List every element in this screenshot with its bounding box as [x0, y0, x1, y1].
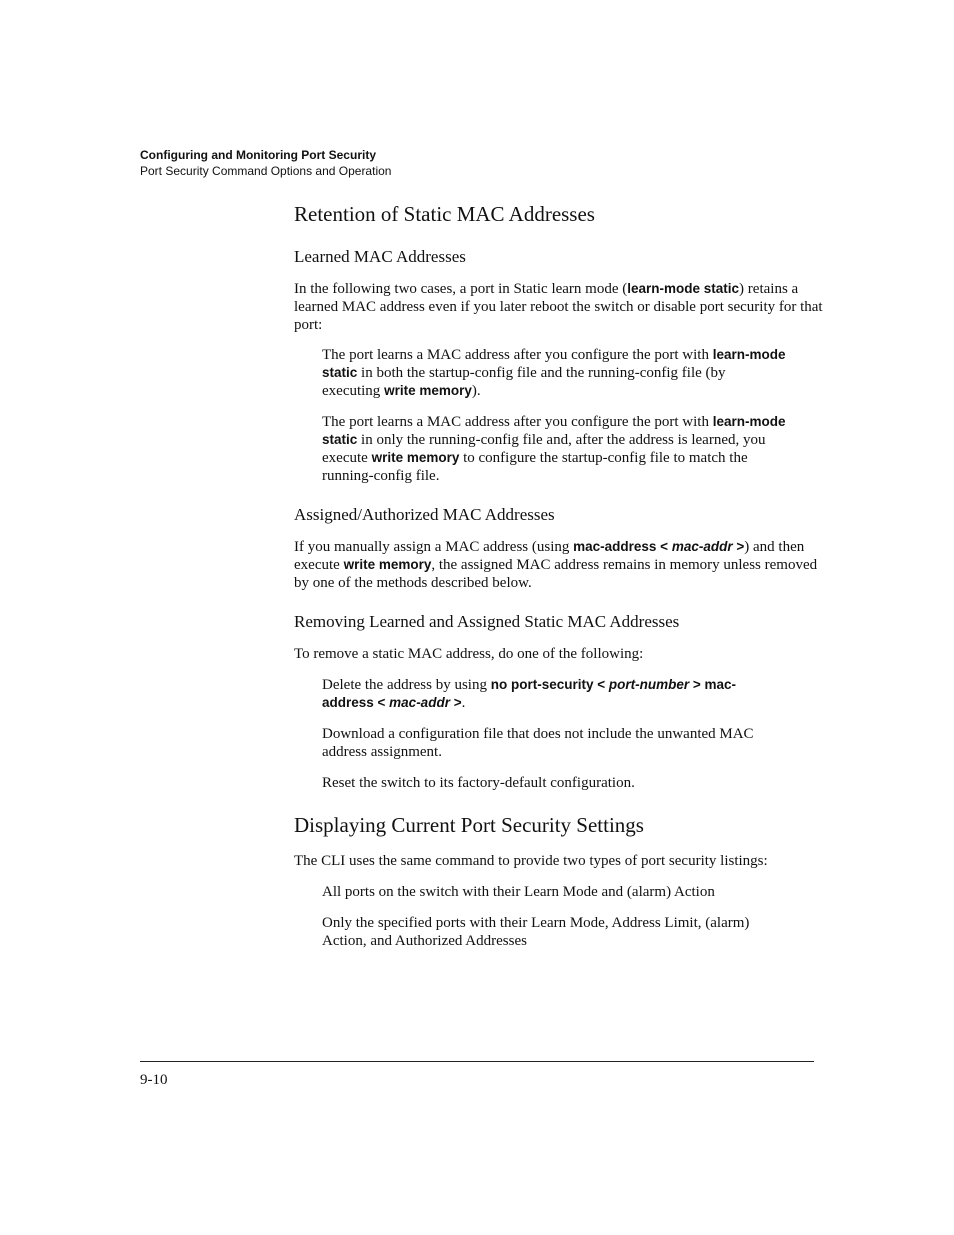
subsection-title-learned: Learned MAC Addresses	[294, 247, 466, 266]
running-header-section: Port Security Command Options and Operation	[140, 164, 392, 178]
page-number: 9-10	[140, 1072, 168, 1088]
learned-intro-paragraph: In the following two cases, a port in Static learn mode (learn-mode static) retains a learned MAC address even if you later reboot the switch or disable port security for that port:	[294, 281, 823, 333]
removing-item-3: Reset the switch to its factory-default configuration.	[322, 775, 635, 791]
removing-item-2: Download a configuration file that does not include the unwanted MAC address assignment.	[322, 726, 754, 760]
footer-rule	[140, 1061, 814, 1062]
subsection-title-assigned: Assigned/Authorized MAC Addresses	[294, 505, 555, 524]
section-title-displaying: Displaying Current Port Security Settings	[294, 813, 644, 837]
learned-case-1: The port learns a MAC address after you configure the port with learn-mode static in both the startup-config file and the running-config file (by executing write memory).	[322, 347, 786, 399]
running-header-chapter: Configuring and Monitoring Port Security	[140, 148, 376, 162]
displaying-intro: The CLI uses the same command to provide two types of port security listings:	[294, 853, 768, 869]
assigned-paragraph: If you manually assign a MAC address (using mac-address < mac-addr >) and then execute write memory, the assigned MAC address remains in memory unless removed by one of the methods described below.	[294, 539, 818, 591]
page-content	[294, 200, 824, 950]
removing-intro: To remove a static MAC address, do one of the following:	[294, 646, 644, 662]
subsection-title-removing: Removing Learned and Assigned Static MAC Addresses	[294, 612, 680, 631]
learned-case-2: The port learns a MAC address after you configure the port with learn-mode static in only the running-config file and, after the address is learned, you execute write memory to configure the startup-config file to match the running-config file.	[322, 414, 786, 484]
removing-item-1: Delete the address by using no port-security < port-number > mac-address < mac-addr >.	[322, 677, 737, 711]
section-title-retention: Retention of Static MAC Addresses	[294, 202, 595, 226]
displaying-item-2: Only the specified ports with their Learn Mode, Address Limit, (alarm) Action, and Authorized Addresses	[322, 915, 750, 949]
displaying-item-1: All ports on the switch with their Learn Mode and (alarm) Action	[322, 884, 715, 900]
